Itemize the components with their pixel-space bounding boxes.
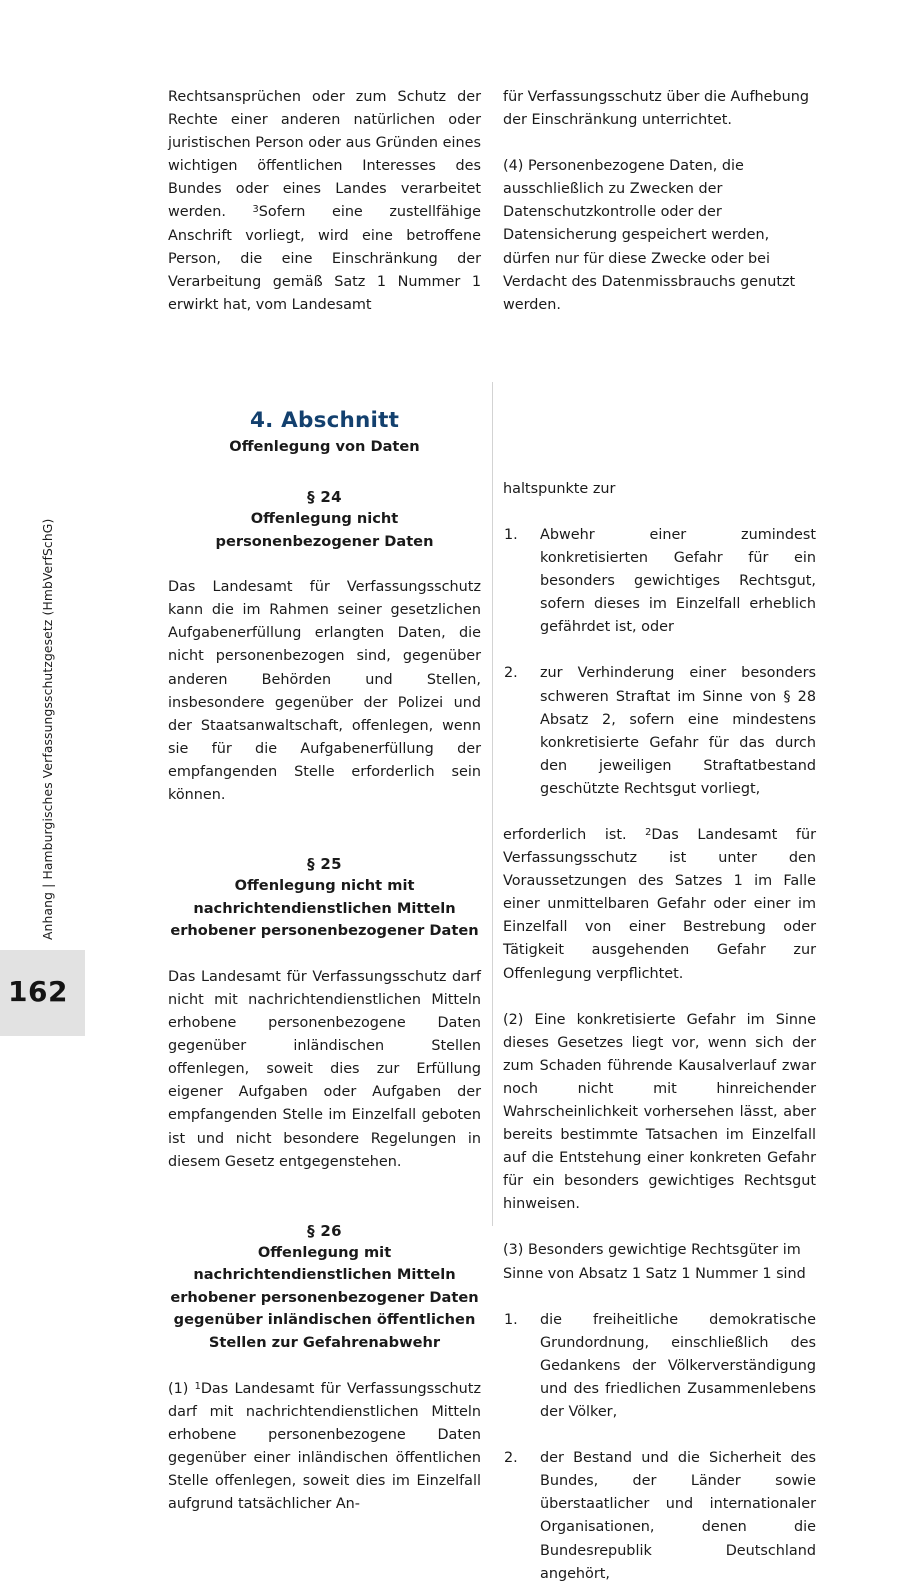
list-text: die freiheitliche demokratische Grundordnung, einschließlich des Gedankens der Völkerverständigung und des friedlichen Zusammenlebens der Völker, (540, 1311, 816, 1421)
section-subtitle: Offenlegung von Daten (229, 437, 420, 455)
paragraph-continued-left (168, 86, 481, 317)
paragraph-heading-25 (168, 853, 481, 943)
list-marker: 2. (504, 665, 518, 682)
continued-text-b: Sofern eine zustellfähige Anschrift vorliegt, wird eine betroffene Person, die eine Einschränkung der Verarbeitung gemäß Satz 1 Nummer 1 erwirkt hat, vom Landesamt (168, 204, 481, 313)
paragraph-absatz-2: (2) Eine konkretisierte Gefahr im Sinne dieses Gesetzes liegt vor, wenn sich der zum Schaden führende Kausalverlauf zwar noch nicht mit hinreichender Wahrscheinlichkeit vorhersehen lässt, aber bereits bestimmte Tatsachen im Einzelfall auf die Entstehung einer konkreten Gefahr für ein besonders gewichtiges Rechtsgut hinweisen. (503, 1011, 816, 1213)
paragraph-title-25: Offenlegung nicht mit nachrichtendienstlichen Mitteln erhobener personenbezogener Daten (170, 877, 479, 940)
paragraph-continued-right: für Verfassungsschutz über die Aufhebung der Einschränkung unterrichtet. (503, 89, 810, 129)
list-text: zur Verhinderung einer besonders schweren Straftat im Sinne von § 28 Absatz 2, sofern eine mindestens konkretisierte Gefahr für das durch den jeweiligen Straftatbestand geschützte Rechtsgut vorliegt, (540, 665, 816, 797)
column-right (503, 86, 816, 1586)
paragraph-title-26: Offenlegung mit nachrichtendienstlichen Mitteln erhobener personenbezogener Daten gegenüber inländischen öffentlichen Stellen zur Gefahrenabwehr (170, 1243, 479, 1352)
list-marker: 1. (504, 1311, 518, 1328)
list-text: Abwehr einer zumindest konkretisierten Gefahr für ein besonders gewichtiges Rechtsgut, sofern dieses im Einzelfall erheblich gefährdet ist, oder (540, 526, 816, 636)
paragraph-heading-26 (168, 1220, 481, 1355)
paragraph-body-25: Das Landesamt für Verfassungsschutz darf nicht mit nachrichtendienstlichen Mitteln erhobene personenbezogene Daten gegenüber inländischen Stellen offenlegen, soweit dies zur Erfüllung eigener Aufgaben oder Aufgaben der empfangenden Stelle im Einzelfall geboten ist und nicht besondere Regelungen in diesem Gesetz entgegenstehen. (168, 968, 481, 1170)
list-item (503, 1447, 816, 1586)
column-divider (492, 382, 493, 1226)
list-marker: 1. (504, 526, 518, 543)
list-item (503, 1309, 816, 1424)
list-text: der Bestand und die Sicherheit des Bundes, der Länder sowie überstaatlicher und internationaler Organisationen, denen die Bundesrepublik Deutschland angehört, (540, 1450, 816, 1582)
paragraph-absatz-4: (4) Personenbezogene Daten, die ausschließlich zu Zwecken der Datenschutzkontrolle oder der Datensicherung gespeichert werden, dürfen nur für diese Zwecke oder bei Verdacht des Datenmissbrauchs genutzt werden. (503, 158, 796, 313)
absatz-1-tail-text: Das Landesamt für Verfassungsschutz ist unter den Voraussetzungen des Satzes 1 im Falle einer unmittelbaren Gefahr oder einer im Einzelfall von einer Bestrebung oder Tätigkeit ausgehenden Gefahr zur Offenlegung verpflichtet. (503, 826, 816, 982)
footnote-marker-1: 1 (194, 1380, 201, 1392)
column-left (168, 86, 481, 1516)
list-absatz-3 (503, 1309, 816, 1586)
paragraph-title-24: Offenlegung nicht personenbezogener Daten (215, 509, 434, 550)
paragraph-absatz-3-lead: (3) Besonders gewichtige Rechtsgüter im Sinne von Absatz 1 Satz 1 Nummer 1 sind (503, 1242, 806, 1282)
paragraph-sign-24: § 24 (307, 487, 342, 506)
paragraph-absatz-1-tail (503, 824, 816, 986)
running-head: Anhang | Hamburgisches Verfassungsschutzgesetz (HmbVerfSchG) (41, 518, 55, 940)
paragraph-body-26-absatz-1 (168, 1378, 481, 1517)
page-marginalia (0, 0, 120, 1272)
section-heading-4 (168, 407, 481, 458)
list-absatz-1 (503, 524, 816, 801)
absatz-1-tail-lead: erforderlich ist. (503, 826, 646, 843)
continued-text-a: Rechtsansprüchen oder zum Schutz der Rechte einer anderen natürlichen oder juristischen Person oder aus Gründen eines wichtigen öffentlichen Interesses des Bundes oder eines Landes verarbeitet werden. (168, 89, 481, 221)
list-marker: 2. (504, 1450, 518, 1467)
paragraph-sign-25: § 25 (307, 855, 342, 874)
paragraph-sign-26: § 26 (307, 1221, 342, 1240)
list-item (503, 662, 816, 801)
absatz-1-text: Das Landesamt für Verfassungsschutz darf mit nachrichtendienstlichen Mitteln erhobene personenbezogene Daten gegenüber einer inländischen öffentlichen Stelle offenlegen, soweit dies im Einzelfall aufgrund tatsächlicher An- (168, 1380, 481, 1513)
list-item (503, 524, 816, 639)
section-number: 4. Abschnitt (249, 407, 400, 433)
page-number: 162 (8, 975, 68, 1008)
paragraph-body-24: Das Landesamt für Verfassungsschutz kann die im Rahmen seiner gesetzlichen Aufgabenerfüllung erlangten Daten, die nicht personenbezogen sind, gegenüber anderen Behörden und Stellen, insbesondere gegenüber der Polizei und der Staatsanwaltschaft, offenlegen, wenn sie für die Aufgabenerfüllung der empfangenden Stelle erforderlich sein können. (168, 579, 481, 803)
footnote-marker-3: 3 (252, 204, 259, 216)
paragraph-heading-24 (168, 486, 481, 553)
page-number-box (0, 950, 85, 1036)
absatz-1-lead: (1) (168, 1380, 195, 1397)
page-content (168, 86, 816, 1582)
footnote-marker-2: 2 (645, 826, 652, 838)
paragraph-haltspunkte: haltspunkte zur (503, 480, 616, 497)
